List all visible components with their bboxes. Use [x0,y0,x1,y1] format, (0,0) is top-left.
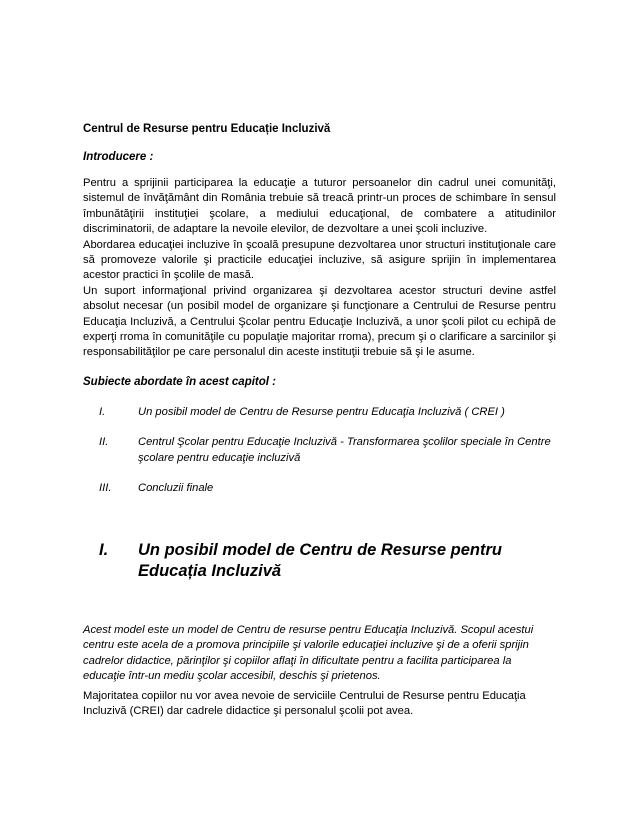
topics-list [83,405,556,512]
topic-number: III. [99,482,112,495]
topic-number: II. [99,436,109,449]
section-heading [83,540,556,582]
topic-item [83,435,556,466]
section-number: I. [99,541,109,559]
intro-paragraph: Pentru a sprijinii participarea la educaţie a tuturor persoanelor din cadrul unei comunităţi, sistemul de învăţământ din România trebuie să treacă printr-un proces de schimbare în sensul îmbunătăţirii instituţiei şcolare, a mediului educaţional, de combatere a atitudinilor discriminatorii, de adaptare la nevoile elevilor, de dezvoltare a unei şcoli incluzive. [83,177,556,236]
section-paragraph: Majoritatea copiilor nu vor avea nevoie de serviciile Centrului de Resurse pentru Educaţia Incluzivă (CREI) dar cadrele didactice şi personalul şcolii pot avea. [83,690,526,718]
topic-text: Concluzii finale [138,482,214,495]
topic-text: Centrul Şcolar pentru Educaţie Incluzivă - Transformarea şcolilor speciale în Centre şcolare pentru educaţie incluzivă [138,436,551,464]
section-title: Un posibil model de Centru de Resurse pentru Educația Incluzivă [138,541,502,580]
document-title: Centrul de Resurse pentru Educație Incluzivă [83,123,331,135]
intro-paragraph: Un suport informaţional privind organizarea şi dezvoltarea acestor structuri devine astfel absolut necesar (un posibil model de organizare şi funcţionare a Centrului de Resurse pentru Educaţia Incluzivă, a Centrului Şcolar pentru Educaţie Incluzivă, a unor şcoli pilot cu echipă de experţi rroma în comunităţile cu populaţie majoritar rroma), precum şi o clarificare a sarcinilor şi responsabilităţilor pe care personalul din aceste instituţii trebuie să şi le asume. [83,284,556,359]
section-paragraph: Acest model este un model de Centru de resurse pentru Educaţia Incluzivă. Scopul acestui centru este acela de a promova principiile şi valorile educaţiei incluzive şi de a oferii sprijin cadrelor didactice, părinţilor şi copiilor aflaţi în dificultate pentru a facilita participarea la educaţie într-un mediu şcolar accesibil, deschis şi prietenos. [83,624,534,683]
intro-paragraph: Abordarea educaţiei incluzive în şcoală presupune dezvoltarea unor structuri instituţionale care să promoveze valorile şi practicile educaţiei incluzive, să asigure sprijin în implementarea acestor practici în şcolile de masă. [83,238,556,282]
topics-heading: Subiecte abordate în acest capitol : [83,376,276,388]
topic-item [83,405,556,420]
topic-item [83,481,556,496]
intro-heading: Introducere : [83,151,154,163]
topic-text: Un posibil model de Centru de Resurse pentru Educaţia Incluzivă ( CREI ) [138,406,505,418]
topic-number: I. [99,406,106,418]
intro-body [83,176,556,361]
